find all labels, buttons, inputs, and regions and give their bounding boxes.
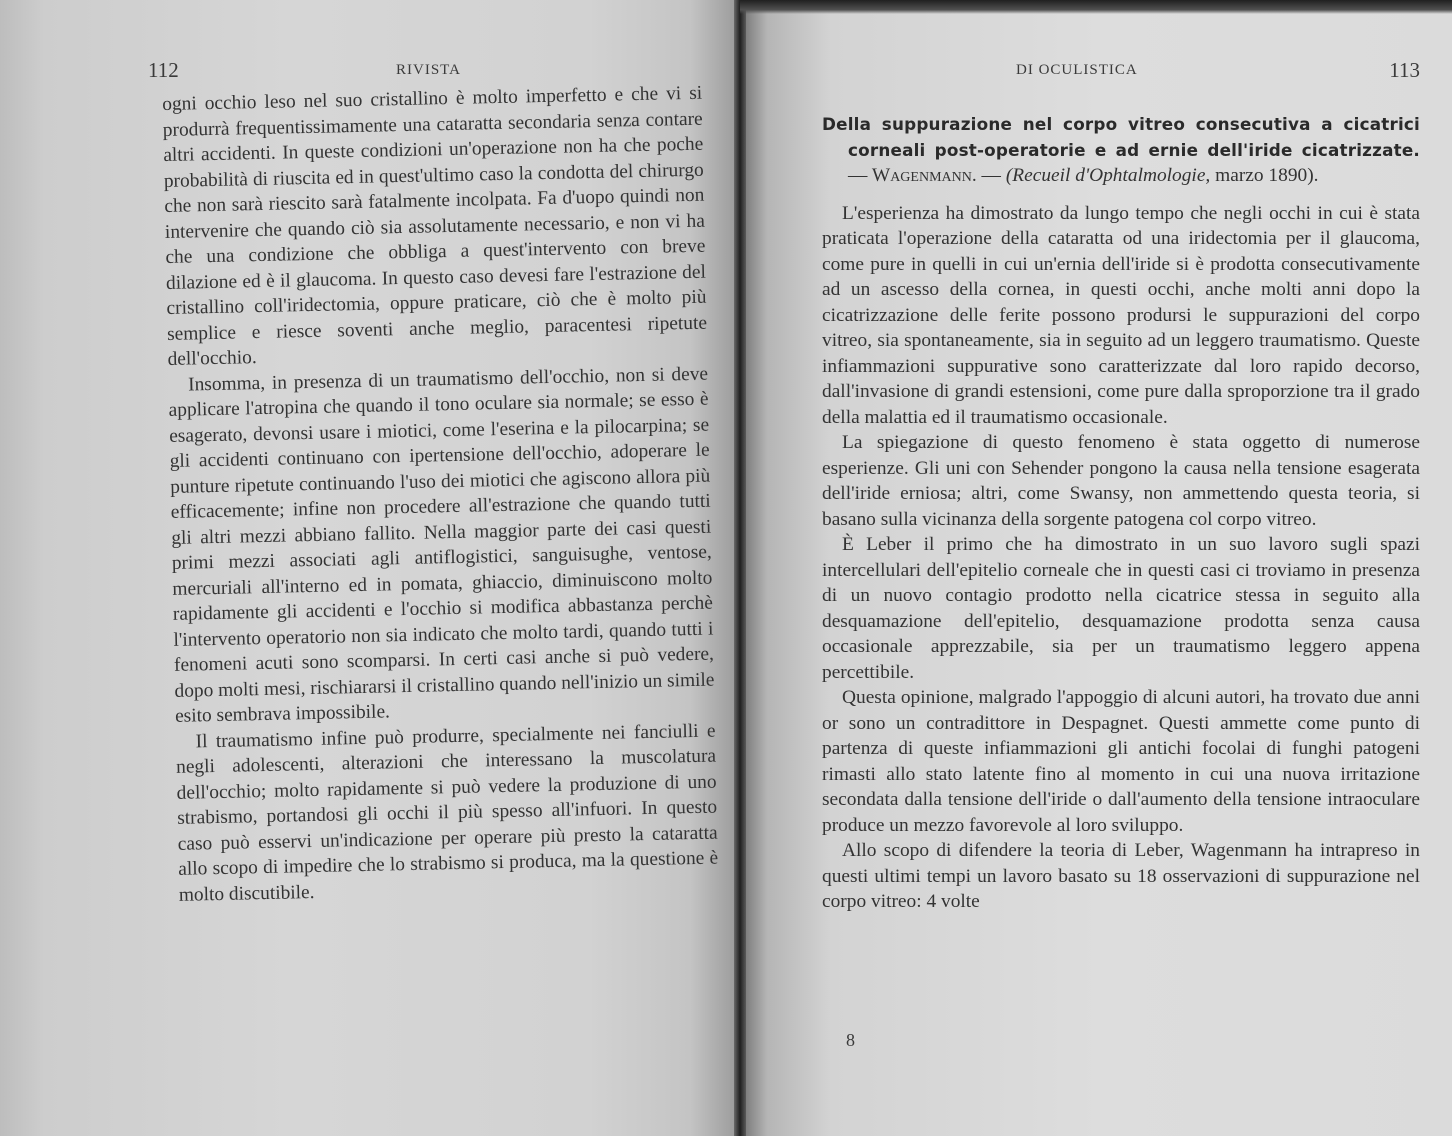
right-paragraph-4: Questa opinione, malgrado l'appoggio di alcuni autori, ha trovato due anni or sono un contradittore in Despagnet. Questi ammette come punto di partenza di queste infiammazioni gli antichi focolai di funghi patogeni rimasti allo stato latente fino al momento in cui una nuova irritazione secondata dalla tensione dell'iride o dall'aumento della tensione intraoculare produce un mezzo favorevole al loro sviluppo.: [822, 687, 1420, 836]
scan-shadow: [740, 0, 1452, 14]
article-date: marzo 1890).: [1215, 165, 1319, 186]
article-source: (Recueil d'Ophtalmologie,: [1005, 165, 1211, 186]
article-title: Della suppurazione nel corpo vitreo consecutiva a cicatrici corneali post-operatorie e ad ernie dell'iride cicatrizzate.: [822, 114, 1420, 160]
right-paragraph-3: È Leber il primo che ha dimostrato in un suo lavoro sugli spazi intercellulari dell'epitelio corneale che in questi casi ci troviamo in presenza di un nuovo contagio prodotto nella cicatrice stessa in seguito alla desquamazione dell'epitelio, desquamazione prodotta senza causa occasionale apprezzabile, sia per un traumatismo leggero appena percettibile.: [822, 534, 1420, 683]
right-body-text: [822, 112, 1420, 915]
right-paragraph-2: La spiegazione di questo fenomeno è stata oggetto di numerose esperienze. Gli uni con Sehender pongono la causa nella tensione esagerata dell'iride erniosa; altri, come Swansy, non ammettendo questa teoria, si basano sulla vicinanza della sorgente patogena col corpo vitreo.: [822, 432, 1420, 530]
book-gutter: [734, 0, 746, 1136]
article-heading: [822, 112, 1420, 189]
right-page-number: 113: [1389, 58, 1420, 82]
left-page-number: 112: [148, 58, 179, 82]
right-page: [746, 0, 1452, 1136]
right-paragraph-5: Allo scopo di difendere la teoria di Leber, Wagenmann ha intrapreso in questi ultimi tempi un lavoro basato su 18 osservazioni di suppurazione nel corpo vitreo: 4 volte: [822, 840, 1420, 912]
signature-mark: 8: [846, 1030, 855, 1050]
left-paragraph-3: Il traumatismo infine può produrre, specialmente nei fanciulli e negli adolescenti, alterazioni che interessano la muscolatura dell'occhio; molto rapidamente si può vedere la produzione di uno strabismo, portandosi gli occhi il più spesso all'infuori. In questo caso può esservi un'indicazione per operare più presto la cataratta allo scopo di impedire che lo strabismo si produca, ma la questione è molto discutibile.: [175, 720, 719, 906]
left-paragraph-1: ogni occhio leso nel suo cristallino è molto imperfetto e che vi si produrrà frequentissimamente una cataratta secondaria senza contare altri accidenti. In queste condizioni un'operazione non ha che poche probabilità di riuscita ed in quest'ultimo caso la condotta del chirurgo che non sarà riescito sarà fatalmente incolpata. Fa d'uopo quindi non intervenire che quando ciò sia assolutamente necessario, e non vi ha che una condizione che obbliga a quest'intervento con breve dilazione ed è il glaucoma. In questo caso devesi fare l'estrazione del cristallino coll'iridectomia, oppure praticare, ciò che è molto più semplice e riesce soventi anche meglio, paracentesi ripetute dell'occhio.: [162, 82, 708, 370]
left-running-title: RIVISTA: [396, 62, 461, 78]
left-paragraph-2: Insomma, in presenza di un traumatismo dell'occhio, non si deve applicare l'atropina che quando il tono oculare sia normale; se esso è esagerato, devonsi usare i miotici, come l'eserina e la pilocarpina; se gli accidenti continuano con ipertensione dell'occhio, adoperare le punture ripetute continuando l'uso dei miotici che agiscono allora più efficacemente; infine non procedere all'estrazione che quando tutti gli altri mezzi abbiano fallito. Nella maggior parte dei casi questi primi mezzi associati agli antiflogistici, sanguisughe, ventose, mercuriali all'interno ed in pomata, ghiaccio, diminuiscono molto rapidamente gli accidenti e l'occhio si modifica abbastanza perchè l'intervento operatorio non sia indicato che molto tardi, quando tutti i fenomeni acuti sono scomparsi. In certi casi anche si può vedere, dopo molti mesi, rischiararsi il cristallino quando nell'inizio un simile esito sembrava impossibile.: [168, 363, 715, 727]
right-paragraph-1: L'esperienza ha dimostrato da lungo tempo che negli occhi in cui è stata praticata l'operazione della cataratta od una iridectomia per il glaucoma, come pure in quelli in cui un'ernia dell'iride si è prodotta consecutivamente ad un ascesso della cornea, in questi occhi, anche molti anni dopo la cicatrizzazione delle ferite possono prodursi le suppurazioni del corpo vitreo, sia spontaneamente, sia in seguito ad un leggero traumatismo. Queste infiammazioni suppurative sono caratterizzate dal loro rapido decorso, dall'invasione di grandi estensioni, come pure dalla sproporzione tra il grado della malattia ed il traumatismo occasionale.: [822, 202, 1420, 428]
left-body-text: [162, 81, 719, 908]
right-running-title: DI OCULISTICA: [1016, 62, 1138, 78]
article-author: — Wagenmann. —: [848, 165, 1001, 186]
